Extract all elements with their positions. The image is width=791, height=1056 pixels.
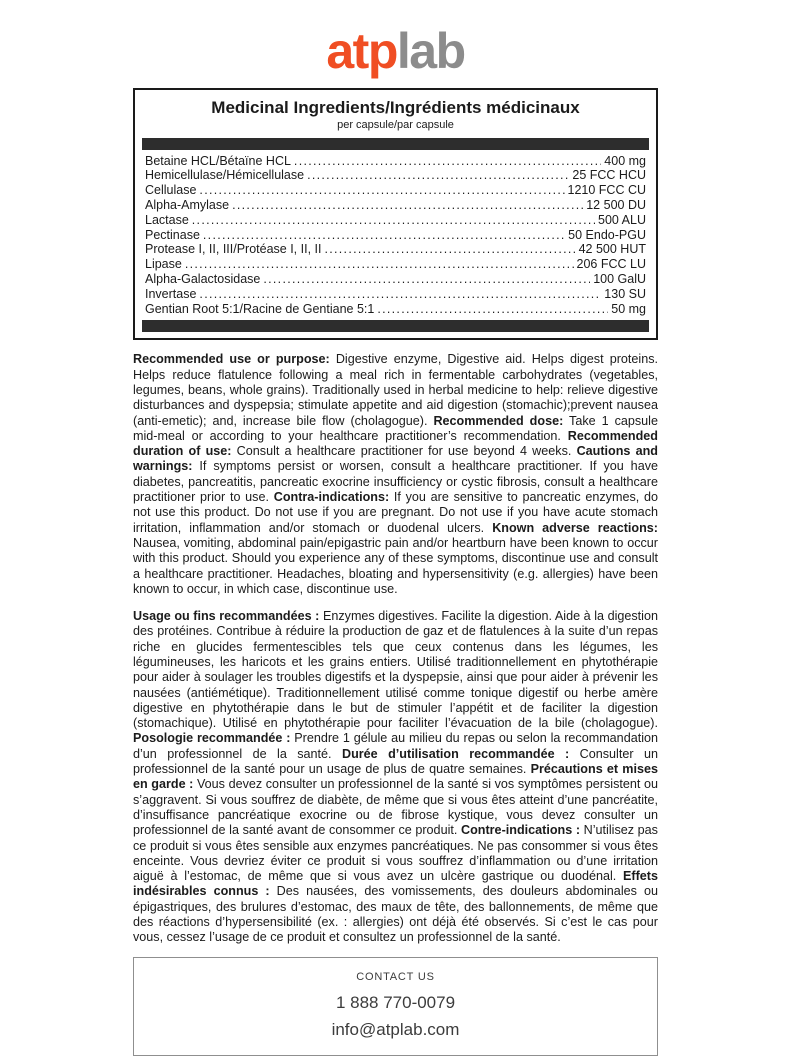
panel-subtitle: per capsule/par capsule bbox=[337, 119, 454, 132]
ingredient-amount: 1210 FCC CU bbox=[567, 183, 646, 198]
ingredient-row bbox=[145, 302, 646, 317]
medicinal-ingredients-panel bbox=[133, 88, 658, 340]
dot-leader bbox=[307, 168, 569, 183]
english-directions-paragraph: Recommended use or purpose: Digestive enzyme, Digestive aid. Helps digest proteins. Helps reduce flatulence following a meal rich in fermentable carbohydrates (vegetables, legumes, beans, whole grains). Traditionally used in herbal medicine to help: relieve digestive disturbances and dyspepsia; stimulate appetite and aid digestion (stomachic);prevent nausea (anti-emetic); and, increase bile flow (cholagogue). Recommended dose: Take 1 capsule mid-meal or according to your healthcare practitioner’s recommendation. Recommended duration of use: Consult a healthcare practitioner for use beyond 4 weeks. Cautions and warnings: If symptoms persist or worsen, consult a healthcare practitioner. If you have diabetes, pancreatitis, pancreatic exocrine insufficiency or cystic fibrosis, consult a healthcare practitioner prior to use. Contra-indications: If you are sensitive to pancreatic enzymes, do not use this product. Do not use if you are pregnant. Do not use if you have acute stomach irritation, inflammation and/or stomach or duodenal ulcers. Known adverse reactions: Nausea, vomiting, abdominal pain/epigastric pain and/or heartburn have been known to occur with this product. Should you experience any of these symptoms, discontinue use and consult a healthcare practitioner. Headaches, bloating and hypersensitivity (e.g. allergies) have been known to occur, in which case, discontinue use. bbox=[133, 352, 658, 596]
ingredient-amount: 12 500 DU bbox=[586, 197, 646, 212]
ingredient-name: Lipase bbox=[145, 257, 182, 272]
contact-phone: 1 888 770-0079 bbox=[335, 992, 456, 1012]
dot-leader bbox=[199, 287, 601, 302]
logo-text-lab: lab bbox=[396, 23, 465, 79]
ingredient-name: Lactase bbox=[145, 212, 189, 227]
ingredient-name: Hemicellulase/Hémicellulase bbox=[145, 168, 305, 183]
ingredient-amount: 50 mg bbox=[611, 301, 646, 316]
ingredient-name: Protease I, II, III/Protéase I, II, II bbox=[145, 242, 322, 257]
ingredient-amount: 130 SU bbox=[604, 286, 646, 301]
ingredient-row bbox=[145, 287, 646, 302]
panel-title: Medicinal Ingredients/Ingrédients médicinaux bbox=[211, 98, 580, 117]
divider-bar-bottom bbox=[142, 320, 649, 332]
ingredient-name: Cellulase bbox=[145, 183, 197, 198]
contact-box bbox=[133, 957, 658, 1056]
ingredient-name: Betaine HCL/Bétaïne HCL bbox=[145, 153, 291, 168]
dot-leader bbox=[232, 198, 583, 213]
ingredient-name: Pectinase bbox=[145, 227, 200, 242]
ingredient-name: Alpha-Galactosidase bbox=[145, 271, 261, 286]
ingredient-row bbox=[145, 272, 646, 287]
atplab-logo bbox=[133, 23, 658, 88]
ingredient-amount: 25 FCC HCU bbox=[572, 168, 646, 183]
ingredient-amount: 50 Endo-PGU bbox=[568, 227, 646, 242]
ingredient-name: Alpha-Amylase bbox=[145, 197, 230, 212]
dot-leader bbox=[294, 154, 601, 169]
dot-leader bbox=[324, 242, 575, 257]
dot-leader bbox=[263, 272, 590, 287]
dot-leader bbox=[377, 302, 608, 317]
dot-leader bbox=[185, 257, 574, 272]
ingredient-amount: 206 FCC LU bbox=[576, 257, 646, 272]
ingredient-name: Gentian Root 5:1/Racine de Gentiane 5:1 bbox=[145, 301, 375, 316]
ingredient-row bbox=[145, 213, 646, 228]
ingredient-row bbox=[145, 154, 646, 169]
ingredient-row bbox=[145, 257, 646, 272]
dot-leader bbox=[192, 213, 595, 228]
ingredient-row bbox=[145, 198, 646, 213]
dot-leader bbox=[199, 183, 564, 198]
ingredient-amount: 100 GalU bbox=[593, 271, 646, 286]
french-directions-paragraph: Usage ou fins recommandées : Enzymes digestives. Facilite la digestion. Aide à la digestion des protéines. Contribue à réduire la production de gaz et de flatulences à la suite d’un repas riche en glucides fermentescibles tels que ceux contenus dans les légumes, les légumineuses, les haricots et les grains entiers. Utilisé traditionnellement en phytothérapie pour aider à soulager les troubles digestifs et la dyspepsie, ainsi que pour aider à prévenir les nausées (antiémétique). Traditionnellement utilisé comme tonique digestif ou herbe amère digestive en phytothérapie dans le but de stimuler l’appétit et de faciliter la digestion (stomachique). Utilisé en phytothérapie pour faciliter l’évacuation de la bile (cholagogue). Posologie recommandée : Prendre 1 gélule au milieu du repas ou selon la recommandation d’un professionnel de la santé. Durée d’utilisation recommandée : Consulter un professionnel de la santé pour un usage de plus de quatre semaines. Précautions et mises en garde : Vous devez consulter un professionnel de la santé si vos symptômes persistent ou s’aggravent. Si vous souffrez de diabète, de même que si vous êtes atteint d’une pancréatite, d’insuffisance pancréatique exocrine ou de fibrose kystique, vous devez consulter un professionnel de la santé avant de consommer ce produit. Contre-indications : N’utilisez pas ce produit si vous êtes sensible aux enzymes pancréatiques. Ne pas consommer si vous êtes enceinte. Vous devriez éviter ce produit si vous souffrez d’inflammation ou d’une irritation aiguë à l’estomac, de même que si vous avez un ulcère gastrique ou duodénal. Effets indésirables connus : Des nausées, des vomissements, des douleurs abdominales ou épigastriques, des brulures d’estomac, des maux de tête, des ballonnements, de même que des réactions d’hypersensibilité (ex. : allergies) ont déjà été observés. Si c’est le cas pour vous, cessez l’usage de ce produit et consultez un professionnel de la santé. bbox=[133, 609, 659, 945]
contact-email: info@atplab.com bbox=[331, 1019, 460, 1039]
dot-leader bbox=[203, 228, 565, 243]
ingredient-amount: 400 mg bbox=[604, 153, 646, 168]
ingredient-name: Invertase bbox=[145, 286, 197, 301]
ingredient-amount: 500 ALU bbox=[598, 212, 646, 227]
logo-text-atp: atp bbox=[326, 23, 397, 79]
contact-heading: CONTACT US bbox=[356, 970, 435, 983]
ingredient-row bbox=[145, 168, 646, 183]
ingredient-amount: 42 500 HUT bbox=[578, 242, 646, 257]
label-page bbox=[133, 0, 658, 1056]
divider-bar-top bbox=[142, 138, 649, 150]
ingredient-row bbox=[145, 228, 646, 243]
ingredient-row bbox=[145, 242, 646, 257]
ingredient-row bbox=[145, 183, 646, 198]
ingredient-list bbox=[135, 150, 656, 321]
